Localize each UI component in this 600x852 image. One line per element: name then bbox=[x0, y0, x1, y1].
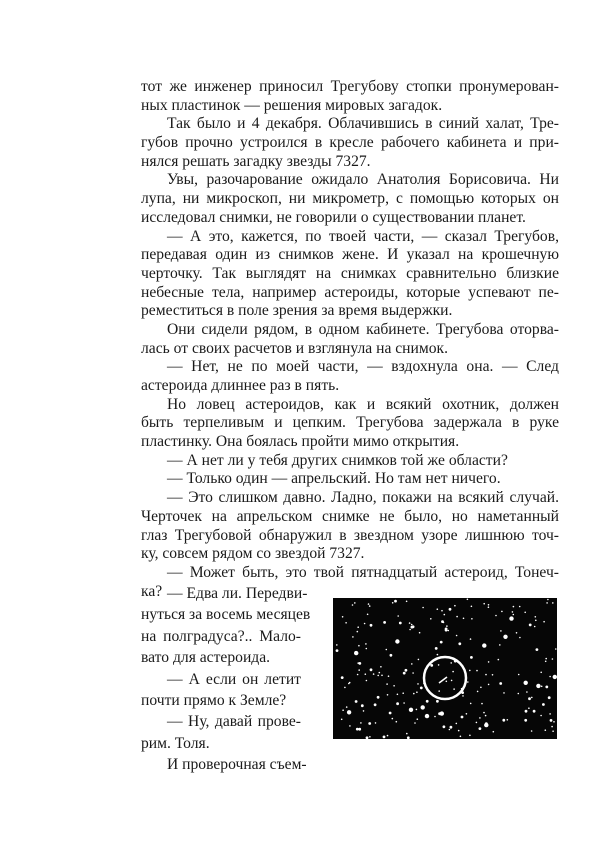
star bbox=[536, 648, 539, 651]
star bbox=[500, 630, 502, 632]
star bbox=[355, 700, 358, 703]
star bbox=[403, 672, 406, 675]
star bbox=[363, 710, 365, 712]
star bbox=[444, 614, 446, 616]
star bbox=[396, 721, 398, 723]
star bbox=[526, 691, 528, 693]
star bbox=[425, 714, 429, 718]
star bbox=[479, 727, 482, 730]
text-line: черточку. Так выглядят на снимках сравнительно близкие bbox=[141, 264, 559, 282]
star bbox=[422, 607, 424, 609]
star bbox=[524, 612, 526, 614]
star bbox=[469, 670, 471, 672]
star bbox=[421, 705, 425, 709]
star bbox=[454, 605, 456, 607]
star bbox=[467, 681, 469, 683]
star bbox=[452, 671, 454, 673]
text-line: Но ловец астероидов, как и всякий охотник, должен bbox=[167, 395, 559, 413]
star bbox=[435, 647, 438, 650]
star bbox=[366, 736, 369, 739]
star bbox=[426, 700, 429, 703]
text-line: почти прямо к Земле? bbox=[141, 691, 287, 709]
star bbox=[553, 721, 555, 723]
star bbox=[469, 735, 471, 737]
text-line: реместиться в поле зрения за время выдержки. bbox=[141, 302, 453, 320]
star bbox=[553, 675, 557, 679]
star bbox=[470, 656, 473, 659]
star bbox=[450, 726, 453, 729]
star bbox=[369, 736, 371, 738]
star bbox=[366, 648, 368, 650]
star bbox=[507, 719, 509, 721]
star bbox=[543, 621, 545, 623]
star bbox=[417, 718, 419, 720]
star bbox=[418, 659, 420, 661]
star bbox=[370, 624, 373, 627]
star bbox=[547, 599, 549, 601]
star bbox=[417, 683, 419, 685]
star bbox=[446, 681, 448, 683]
star bbox=[366, 680, 368, 682]
star bbox=[430, 618, 432, 620]
star bbox=[367, 614, 369, 616]
star bbox=[503, 692, 505, 694]
star bbox=[397, 615, 399, 617]
star bbox=[551, 726, 553, 728]
star bbox=[345, 622, 347, 624]
star bbox=[485, 722, 488, 725]
star bbox=[434, 716, 436, 718]
star bbox=[373, 673, 375, 675]
text-line: — Нет, не по моей части, — вздохнула она. — След bbox=[167, 358, 559, 376]
text-line: небесные тела, например астероиды, которые успевают пе- bbox=[141, 283, 559, 301]
star bbox=[357, 674, 359, 676]
star bbox=[380, 666, 382, 668]
star bbox=[392, 602, 394, 604]
star bbox=[390, 654, 393, 657]
star bbox=[374, 703, 377, 706]
star bbox=[438, 664, 440, 666]
star bbox=[548, 696, 551, 699]
star bbox=[479, 717, 481, 719]
text-line: — А это, кажется, по твоей части, — сказал Трегубов, bbox=[167, 227, 559, 245]
star bbox=[358, 645, 360, 647]
star bbox=[467, 599, 469, 601]
star bbox=[482, 643, 486, 647]
star bbox=[456, 616, 458, 618]
text-line: — А нет ли у тебя других снимков той же области? bbox=[167, 451, 508, 469]
star bbox=[545, 661, 547, 663]
star bbox=[546, 602, 548, 604]
text-line: Они сидели рядом, в одном кабинете. Трегубова оторва- bbox=[167, 320, 559, 338]
star bbox=[460, 736, 462, 738]
star bbox=[413, 693, 415, 695]
star bbox=[518, 674, 520, 676]
star bbox=[476, 722, 478, 724]
star bbox=[406, 601, 408, 603]
star bbox=[541, 686, 543, 688]
star bbox=[476, 670, 478, 672]
text-line: — Ну, давай прове- bbox=[167, 713, 301, 731]
star bbox=[531, 697, 533, 699]
star bbox=[450, 662, 452, 664]
text-line: Черточек на апрельском снимке не было, но наметанный bbox=[141, 507, 559, 525]
star bbox=[480, 687, 482, 689]
star bbox=[488, 604, 490, 606]
star bbox=[470, 638, 472, 640]
star bbox=[440, 711, 444, 715]
text-line: — А если он летит bbox=[167, 670, 301, 688]
star bbox=[470, 703, 472, 705]
star bbox=[445, 628, 448, 631]
text-line: — Едва ли. Передви- bbox=[167, 585, 308, 602]
star bbox=[525, 710, 528, 713]
star bbox=[495, 615, 497, 617]
star bbox=[536, 684, 540, 688]
star bbox=[456, 723, 458, 725]
star bbox=[471, 606, 473, 608]
star bbox=[524, 681, 528, 685]
star bbox=[354, 651, 358, 655]
star bbox=[451, 680, 453, 682]
star bbox=[449, 608, 452, 611]
star bbox=[499, 682, 502, 685]
star bbox=[493, 731, 495, 733]
star bbox=[397, 694, 399, 696]
star bbox=[501, 611, 503, 613]
text-line: исследовал снимки, не говорили о существовании планет. bbox=[141, 208, 526, 226]
star bbox=[352, 636, 354, 638]
star bbox=[356, 728, 359, 731]
star bbox=[403, 702, 405, 704]
star bbox=[483, 712, 485, 714]
star bbox=[552, 658, 554, 660]
star bbox=[416, 691, 418, 693]
star bbox=[430, 664, 433, 667]
star bbox=[448, 630, 450, 632]
star bbox=[387, 694, 389, 696]
star bbox=[441, 620, 444, 623]
star bbox=[534, 626, 536, 628]
star bbox=[533, 710, 536, 713]
text-line: ку, совсем рядом со звездой 7327. bbox=[141, 545, 365, 563]
star bbox=[383, 736, 386, 739]
star bbox=[488, 684, 490, 686]
star bbox=[485, 674, 487, 676]
star bbox=[477, 691, 479, 693]
star bbox=[549, 713, 551, 715]
star bbox=[346, 706, 348, 708]
star bbox=[502, 719, 505, 722]
star bbox=[347, 710, 351, 714]
text-line: ка? bbox=[141, 582, 163, 600]
text-line: — Это слишком давно. Ладно, покажи на всякий случай. bbox=[167, 489, 559, 507]
star bbox=[409, 629, 411, 631]
star bbox=[399, 622, 402, 625]
text-line: ных пластинок — решения мировых загадок. bbox=[141, 96, 443, 114]
star bbox=[438, 690, 440, 692]
star bbox=[357, 662, 359, 664]
star bbox=[518, 693, 520, 695]
star bbox=[414, 722, 416, 724]
star bbox=[446, 625, 448, 627]
text-line: — Только один — апрельский. Но там нет ничего. bbox=[167, 470, 501, 488]
star bbox=[456, 635, 458, 637]
star bbox=[392, 718, 394, 720]
star bbox=[360, 722, 362, 724]
star bbox=[513, 614, 515, 616]
star bbox=[336, 649, 339, 652]
star bbox=[342, 709, 344, 711]
star bbox=[528, 707, 530, 709]
star bbox=[542, 703, 545, 706]
star bbox=[344, 687, 346, 689]
text-line: астероида длиннее раз в пять. bbox=[141, 377, 340, 394]
star bbox=[498, 659, 500, 661]
star bbox=[545, 729, 547, 731]
asteroid-trail bbox=[439, 677, 447, 683]
star bbox=[461, 716, 464, 719]
star bbox=[466, 713, 468, 715]
text-line: рим. Толя. bbox=[141, 734, 210, 752]
star bbox=[441, 610, 443, 612]
star-field-photo bbox=[333, 598, 557, 739]
star bbox=[342, 616, 344, 618]
star bbox=[540, 672, 542, 674]
star bbox=[519, 637, 521, 639]
star bbox=[370, 668, 373, 671]
star bbox=[387, 735, 389, 737]
star bbox=[354, 602, 356, 604]
star bbox=[375, 722, 377, 724]
star bbox=[388, 675, 390, 677]
star bbox=[503, 635, 507, 639]
star bbox=[552, 602, 554, 604]
star bbox=[381, 675, 383, 677]
star bbox=[440, 641, 443, 644]
star bbox=[402, 692, 404, 694]
text-line: Увы, разочарование ожидало Анатолия Борисовича. Ни bbox=[167, 171, 559, 189]
star bbox=[420, 687, 423, 690]
star bbox=[488, 661, 490, 663]
star bbox=[377, 696, 380, 699]
star bbox=[369, 605, 371, 607]
star bbox=[365, 673, 367, 675]
star bbox=[443, 725, 446, 728]
star bbox=[396, 702, 399, 705]
star bbox=[512, 611, 514, 613]
star bbox=[341, 719, 343, 721]
text-line: передавая один из снимков жене. И указал на крошечную bbox=[141, 246, 559, 264]
star bbox=[528, 697, 531, 700]
star-field-image bbox=[333, 598, 557, 739]
star bbox=[519, 606, 521, 608]
star bbox=[549, 676, 551, 678]
star bbox=[545, 658, 547, 660]
star bbox=[540, 715, 542, 717]
star bbox=[411, 663, 413, 665]
text-line: губов прочно устроился в кресле рабочего кабинета и при- bbox=[141, 134, 559, 152]
text-line: глаз Трегубовой обнаружил в звездном узоре лишнюю точ- bbox=[141, 526, 559, 544]
star bbox=[453, 688, 455, 690]
star bbox=[524, 719, 527, 722]
star bbox=[394, 600, 397, 603]
star bbox=[358, 669, 360, 671]
star bbox=[535, 620, 537, 622]
star bbox=[365, 643, 367, 645]
star bbox=[383, 621, 386, 624]
star bbox=[368, 722, 371, 725]
star bbox=[458, 730, 460, 732]
star bbox=[416, 709, 418, 711]
star bbox=[389, 712, 392, 715]
text-line: пластинку. Она боялась пройти мимо открытия. bbox=[141, 433, 460, 451]
star bbox=[336, 644, 338, 646]
star bbox=[406, 733, 408, 735]
star bbox=[462, 695, 464, 697]
star bbox=[463, 618, 465, 620]
star bbox=[368, 603, 370, 605]
star bbox=[552, 730, 554, 732]
text-line: лась от своих расчетов и взглянула на снимок. bbox=[141, 339, 449, 357]
text-line: Так было и 4 декабря. Облачившись в синий халат, Тре- bbox=[167, 115, 559, 133]
star bbox=[409, 708, 413, 712]
star bbox=[449, 729, 451, 731]
star bbox=[555, 648, 557, 650]
star bbox=[513, 606, 515, 608]
star bbox=[481, 703, 483, 705]
star bbox=[412, 672, 414, 674]
star bbox=[379, 672, 381, 674]
star bbox=[436, 700, 439, 703]
star bbox=[550, 719, 553, 722]
body-text-beside-figure bbox=[141, 583, 311, 776]
star bbox=[357, 631, 359, 633]
star bbox=[529, 624, 532, 627]
star bbox=[364, 623, 366, 625]
star bbox=[352, 604, 354, 606]
star bbox=[395, 639, 399, 643]
star bbox=[492, 674, 494, 676]
star bbox=[411, 624, 413, 626]
star bbox=[341, 676, 344, 679]
star bbox=[535, 616, 537, 618]
star bbox=[361, 704, 364, 707]
text-line: нялся решать загадку звезды 7327. bbox=[141, 152, 371, 170]
star bbox=[458, 642, 461, 645]
star bbox=[386, 649, 388, 651]
star bbox=[358, 728, 361, 731]
text-line: нуться за восемь месяцев bbox=[141, 606, 311, 624]
star bbox=[405, 669, 408, 672]
star bbox=[419, 632, 421, 634]
text-line: И проверочная съем- bbox=[167, 756, 307, 774]
star bbox=[349, 725, 351, 727]
star bbox=[545, 686, 548, 689]
text-line: лупа, ни микроскоп, ни микрометр, с помощью которых он bbox=[141, 190, 559, 208]
star bbox=[386, 683, 388, 685]
star bbox=[516, 632, 518, 634]
text-line: быть терпеливым и цепким. Трегубова задержала в руке bbox=[141, 414, 559, 432]
star bbox=[509, 616, 513, 620]
star bbox=[483, 603, 485, 605]
star bbox=[377, 675, 379, 677]
star bbox=[531, 730, 533, 732]
star bbox=[407, 736, 410, 739]
star bbox=[499, 644, 501, 646]
star bbox=[485, 715, 487, 717]
star bbox=[488, 606, 490, 608]
star bbox=[357, 626, 359, 628]
star bbox=[411, 626, 414, 629]
text-line: вато для астероида. bbox=[141, 649, 271, 667]
star bbox=[348, 683, 350, 685]
text-line: — Может быть, это твой пятнадцатый астероид, Тонеч- bbox=[167, 563, 559, 581]
star bbox=[471, 618, 473, 620]
star bbox=[437, 654, 439, 656]
star bbox=[393, 685, 395, 687]
text-line: на полградуса?.. Мало- bbox=[141, 627, 301, 645]
star bbox=[437, 608, 439, 610]
text-line: тот же инженер приносил Трегубову стопки пронумерован- bbox=[141, 78, 559, 95]
body-text-main bbox=[141, 78, 559, 601]
star bbox=[409, 622, 411, 624]
